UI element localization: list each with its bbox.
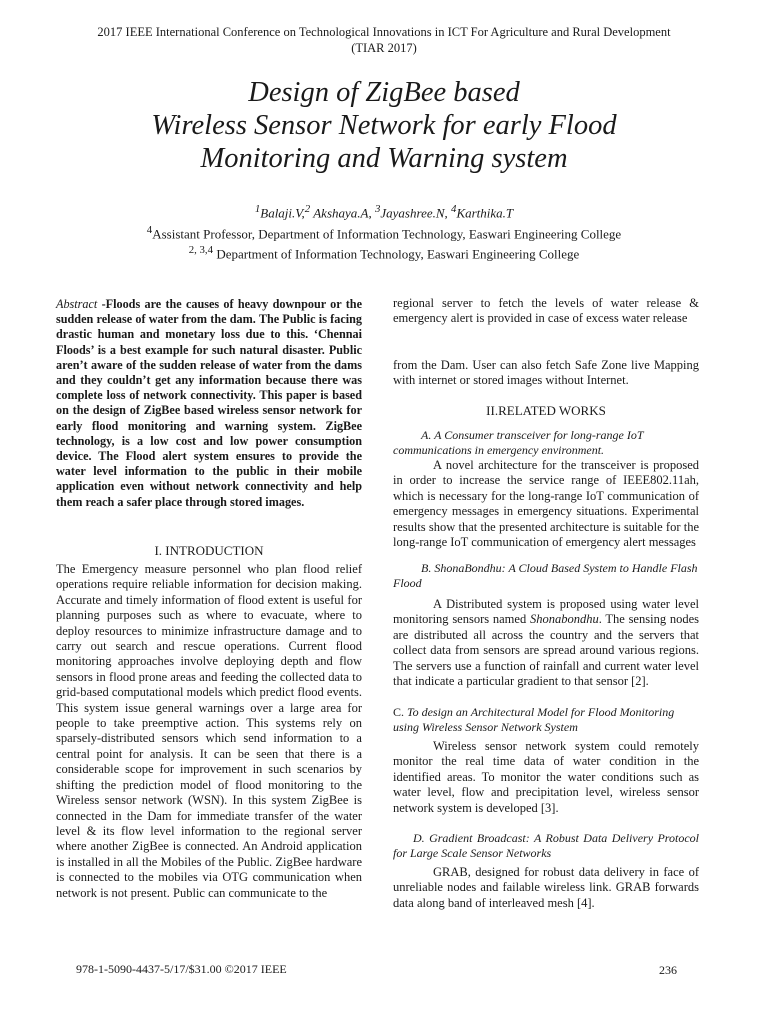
author-list	[0, 203, 768, 221]
subsection-a-heading	[393, 428, 699, 459]
subsection-b-text-2: . The sensing nodes are distributed all across the country and the servers that collect data from sensors are spread around various regions. The servers use a function of rainfall and current water level that indicate a particular gradient to that sensor [2].	[393, 612, 699, 689]
title-line-2: Wireless Sensor Network for early Flood	[151, 110, 617, 141]
author-3-sup: 3	[374, 203, 381, 215]
subsection-c-label: C.	[393, 705, 405, 719]
author-2-sup: 2	[304, 203, 311, 215]
affiliation-2-text: Department of Information Technology, Easwari Engineering College	[213, 246, 580, 262]
subsection-c-heading	[393, 705, 699, 736]
paper-title	[0, 76, 768, 175]
subsection-b-text-1: A Distributed system is proposed using water level monitoring sensors named	[393, 597, 699, 627]
subsection-b-system-name: Shonabondhu	[529, 612, 599, 627]
abstract-text: -Floods are the causes of heavy downpour or the sudden release of water from the dam. The Public is facing drastic human and monetary loss due to this. ‘Chennai Floods’ is a best example for such natural disaster. Public aren’t aware of the sudden release of water from the dams and they couldn’t get any information because there was complete loss of network connectivity. This paper is based on the design of ZigBee based wireless sensor network for early flood monitoring and warning system. ZigBee technology, is a low cost and low power consumption device. The Flood alert system ensures to provide the water level information to the public in their mobile application even without network connectivity and help them reach a safer place through stored images.	[56, 297, 362, 509]
author-4: Karthika.T	[456, 205, 514, 221]
page-number: 236	[659, 963, 677, 977]
intro-heading: I. INTRODUCTION	[154, 543, 264, 558]
subsection-d-body: GRAB, designed for robust data delivery in face of unreliable nodes and failable wireless link. GRAB forwards data along band of interleaved mesh [4].	[393, 865, 699, 910]
affiliation-1-sup: 4	[146, 224, 153, 236]
conference-line-1: 2017 IEEE International Conference on Technological Innovations in ICT For Agriculture and Rural Development	[97, 25, 671, 39]
subsection-a-title: A. A Consumer transceiver for long-range IoT communications in emergency environment.	[393, 428, 644, 458]
affiliation-2-sup: 2, 3,4	[188, 244, 214, 256]
subsection-d-heading: D. Gradient Broadcast: A Robust Data Delivery Protocol for Large Scale Sensor Networks	[393, 831, 699, 861]
conference-header	[0, 24, 768, 56]
author-1: Balaji.V,	[260, 205, 305, 221]
subsection-b-body	[393, 597, 699, 689]
right-paragraph-2: from the Dam. User can also fetch Safe Zone live Mapping with internet or stored images without Internet.	[393, 358, 699, 388]
affiliation-1	[0, 224, 768, 242]
abstract-label: Abstract	[56, 297, 98, 311]
intro-body: The Emergency measure personnel who plan flood relief operations require reliable information for decision making. Accurate and timely information of flood extent is useful for planning purposes such as where to evacuate, where to deploy resources to minimize infrastructure damage and to carry out search and rescue operations. Current flood monitoring approaches involve deploying depth and flow sensors in flood prone areas and feeding the collected data to grid-based computational models which predict flood events. This system issue general warnings over a large area for people to take preemptive action. This systems rely on sparsely-distributed sensors which send information to a central point for analysis. It can be seen that there is a considerable scope for improvement in such scenarios by shifting the prediction model of flood monitoring to the Wireless sensor network (WSN). In this system ZigBee is connected in the Dam for immediate transfer of the water level & its flow level information to the regional server where another ZigBee is connected. An Android application is installed in all the Mobiles of the Public. ZigBee hardware is connected to the mobiles via OTG communication when network is not present. Public can communicate to the	[56, 562, 362, 900]
author-1-sup: 1	[254, 203, 261, 215]
title-line-1: Design of ZigBee based	[248, 77, 520, 108]
title-line-3: Monitoring and Warning system	[200, 143, 568, 174]
related-works-heading: II.RELATED WORKS	[486, 403, 606, 418]
subsection-a-body: A novel architecture for the transceiver is proposed in order to increase the service range of IEEE802.11ah, which is necessary for the long-range IoT communication of emergency messages in emergency situations. Experimental results show that the presented architecture is suitable for the long-range IoT communication of emergency alert messages	[393, 458, 699, 550]
subsection-c-title: To design an Architectural Model for Flood Monitoring using Wireless Sensor Network System	[393, 705, 675, 735]
author-4-sup: 4	[451, 203, 457, 215]
abstract	[56, 297, 362, 510]
subsection-c-body: Wireless sensor network system could remotely monitor the real time data of water condition in the identified areas. To monitor the water conditions such as water level, flow and precipitation level, wireless sensor network system is developed [3].	[393, 739, 699, 815]
affiliation-1-text: Assistant Professor, Department of Information Technology, Easwari Engineering College	[152, 226, 622, 242]
footer-copyright: 978-1-5090-4437-5/17/$31.00 ©2017 IEEE	[76, 962, 287, 976]
right-paragraph-1: regional server to fetch the levels of water release & emergency alert is provided in case of excess water release	[393, 296, 699, 326]
subsection-b-heading: B. ShonaBondhu: A Cloud Based System to Handle Flash Flood	[393, 561, 698, 591]
author-2: Akshaya.A,	[310, 205, 375, 221]
conference-line-2: (TIAR 2017)	[351, 41, 417, 55]
author-3: Jayashree.N,	[380, 205, 452, 221]
affiliation-2	[0, 244, 768, 262]
